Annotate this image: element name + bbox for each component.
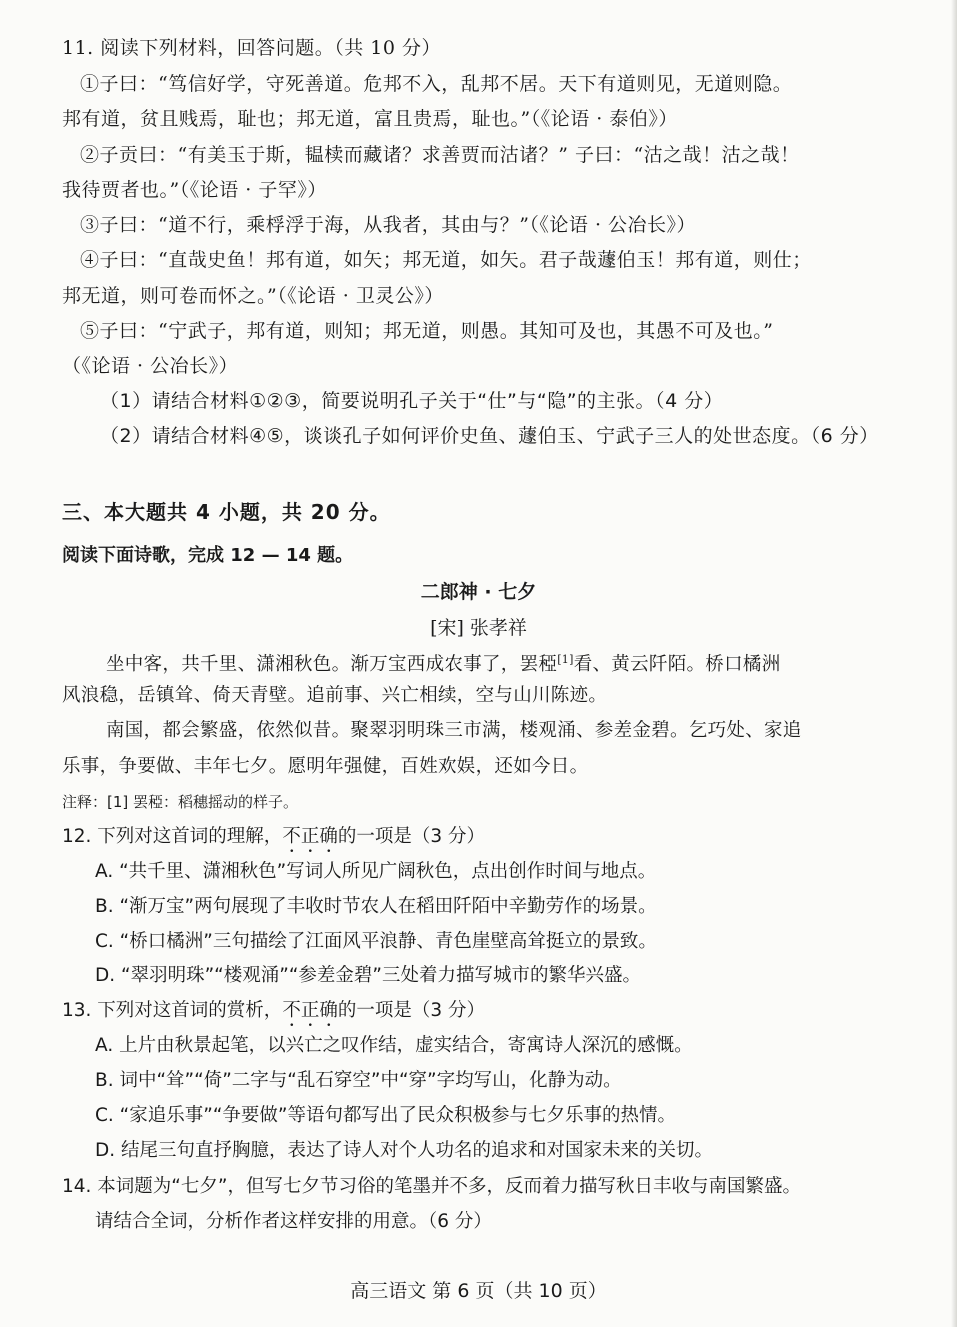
q13-stem (62, 999, 485, 1031)
poem-line-4: 乐事，争要做、丰年七夕。愿明年强健，百姓欢娱，还如今日。 (62, 756, 589, 777)
poem-line-1-part-b: 看、黄云阡陌。桥口橘洲 (573, 654, 781, 676)
q11-heading: 11. 阅读下列材料，回答问题。（共 10 分） (62, 37, 442, 59)
poem-line-3: 南国，都会繁盛，依然似昔。聚翠羽明珠三市满，楼观涌、参差金碧。乞巧处、家追 (106, 720, 802, 741)
q13-stem-part-b: 的一项是（3 分） (337, 1000, 485, 1021)
poem-author: [宋] 张孝祥 (430, 617, 527, 639)
q11-material-3: ③子曰：“道不行，乘桴浮于海，从我者，其由与？”（《论语 · 公冶长》） (80, 214, 697, 236)
poem-line-2: 风浪稳，岳镇耸、倚天青壁。追前事、兴亡相续，空与山川陈迹。 (62, 685, 608, 706)
q13-stem-part-a: 13. 下列对这首词的赏析， (62, 1000, 283, 1021)
q12-option-d: D. “翠羽明珠”“楼观涌”“参差金碧”三处着力描写城市的繁华兴盛。 (95, 965, 642, 986)
q11-material-2-line-1: ②子贡曰：“有美玉于斯，韫椟而藏诸？求善贾而沽诸？” 子曰：“沽之哉！沽之哉！ (80, 144, 800, 166)
footnote-marker: [1] (557, 653, 574, 666)
q12-stem (62, 825, 485, 857)
q12-stem-emphasis: 不正确 (282, 826, 338, 847)
q12-stem-part-b: 的一项是（3 分） (337, 826, 485, 847)
q11-material-5-line-1: ⑤子曰：“宁武子，邦有道，则知；邦无道，则愚。其知可及也，其愚不可及也。” (80, 320, 774, 342)
q11-sub-question-1: （1）请结合材料①②③，简要说明孔子关于“仕”与“隐”的主张。（4 分） (100, 390, 724, 412)
q12-stem-part-a: 12. 下列对这首词的理解， (62, 826, 283, 847)
q11-material-2-line-2: 我待贾者也。”（《论语 · 子罕》） (62, 179, 327, 201)
q11-material-1-line-1: ①子曰：“笃信好学，守死善道。危邦不入，乱邦不居。天下有道则见，无道则隐。 (80, 73, 793, 95)
poem-annotation: 注释：[1] 罢稏：稻穗摇动的样子。 (62, 793, 299, 811)
q13-option-a: A. 上片由秋景起笔，以兴亡之叹作结，虚实结合，寄寓诗人深沉的感慨。 (95, 1035, 693, 1056)
q13-option-d: D. 结尾三句直抒胸臆，表达了诗人对个人功名的追求和对国家未来的关切。 (95, 1140, 714, 1161)
q11-material-1-line-2: 邦有道，贫且贱焉，耻也；邦无道，富且贵焉，耻也。”（《论语 · 泰伯》） (62, 108, 678, 130)
poem-line-1-part-a: 坐中客，共千里、潇湘秋色。渐万宝西成农事了，罢稏 (106, 654, 558, 676)
q11-material-5-line-2: （《论语 · 公冶长》） (62, 355, 239, 377)
q11-material-4-line-2: 邦无道，则可卷而怀之。”（《论语 · 卫灵公》） (62, 285, 444, 307)
section-3-instruction: 阅读下面诗歌，完成 12 — 14 题。 (62, 545, 354, 566)
q11-sub-question-2: （2）请结合材料④⑤，谈谈孔子如何评价史鱼、蘧伯玉、宁武子三人的处世态度。（6 分） (100, 425, 879, 447)
q13-option-b: B. 词中“耸”“倚”二字与“乱石穿空”中“穿”字均写山，化静为动。 (95, 1070, 622, 1091)
poem-line-1 (106, 648, 781, 677)
q12-option-b: B. “渐万宝”两句展现了丰收时节农人在稻田阡陌中辛勤劳作的场景。 (95, 896, 657, 917)
q14-stem-line-1: 14. 本词题为“七夕”，但写七夕节习俗的笔墨并不多，反而着力描写秋日丰收与南国繁盛。 (62, 1176, 801, 1197)
q12-option-a: A. “共千里、潇湘秋色”写词人所见广阔秋色，点出创作时间与地点。 (95, 861, 657, 882)
section-3-title: 三、本大题共 4 小题，共 20 分。 (62, 500, 391, 524)
q14-stem-line-2: 请结合全词，分析作者这样安排的用意。（6 分） (95, 1211, 492, 1232)
q11-material-4-line-1: ④子曰：“直哉史鱼！邦有道，如矢；邦无道，如矢。君子哉蘧伯玉！邦有道，则仕； (80, 249, 812, 271)
q13-option-c: C. “家追乐事”“争要做”等语句都写出了民众积极参与七夕乐事的热情。 (95, 1105, 677, 1126)
poem-title: 二郎神 · 七夕 (420, 581, 537, 603)
q12-option-c: C. “桥口橘洲”三句描绘了江面风平浪静、青色崖壁高耸挺立的景致。 (95, 931, 657, 952)
page-edge-shadow (951, 0, 957, 1327)
q13-stem-emphasis: 不正确 (282, 1000, 338, 1021)
page-footer: 高三语文 第 6 页（共 10 页） (350, 1280, 607, 1302)
